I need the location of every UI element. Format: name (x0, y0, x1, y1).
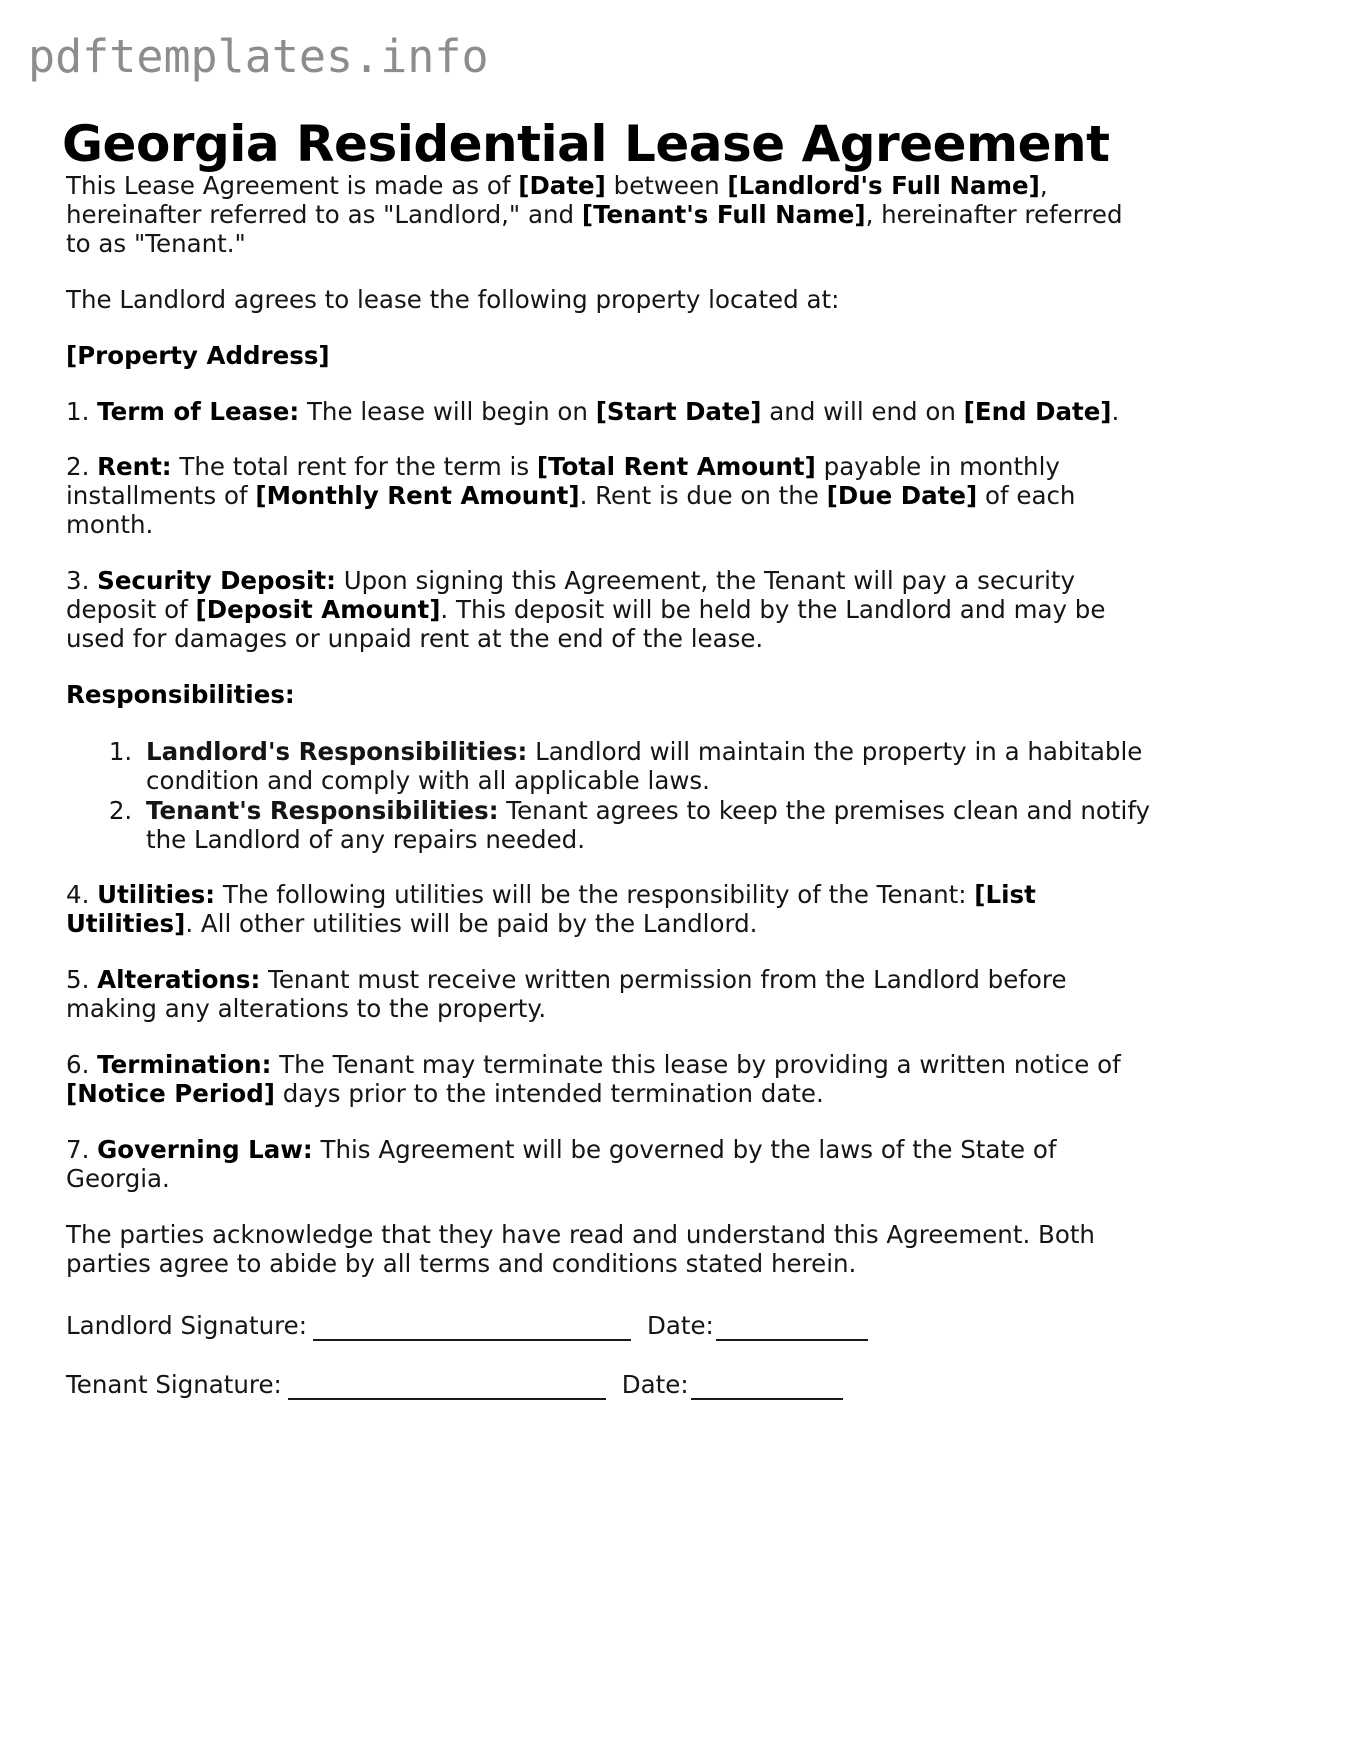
list-item (140, 737, 1151, 796)
clause1-text-1: The lease will begin on (299, 396, 596, 426)
clause1-text-2: and will end on (761, 396, 964, 426)
tenant-responsibilities-label: Tenant's Responsibilities: (146, 795, 499, 825)
tenant-name-placeholder: [Tenant's Full Name] (581, 199, 866, 229)
intro-text-4: , hereinafter referred to as "Tenant." (66, 199, 1123, 258)
clause4-label: Utilities: (97, 880, 216, 910)
clause-termination (66, 1051, 1151, 1109)
clause2-text-3: . Rent is due on the (579, 481, 827, 511)
clause2-text-4: of each month. (66, 481, 1076, 540)
tenant-date-label: Date: (621, 1370, 689, 1400)
site-watermark: pdftemplates.info (28, 30, 489, 83)
clause6-number: 6. (66, 1049, 98, 1079)
landlord-name-placeholder: [Landlord's Full Name] (727, 171, 1040, 200)
clause7-number: 7. (66, 1134, 98, 1164)
landlord-date-line[interactable] (716, 1319, 868, 1341)
intro-text-1: This Lease Agreement is made as of (66, 171, 519, 200)
tenant-date-line[interactable] (691, 1378, 843, 1400)
tenant-signature-row (66, 1371, 1151, 1400)
clause-security-deposit (66, 567, 1151, 654)
signature-block (66, 1312, 1151, 1400)
clause6-label: Termination: (97, 1049, 272, 1079)
landlord-signature-line[interactable] (313, 1319, 631, 1341)
clause-utilities (66, 881, 1151, 939)
date-placeholder: [Date] (518, 171, 606, 200)
clause7-text-1: This Agreement will be governed by the laws of the State of Georgia. (66, 1134, 1057, 1193)
clause-term-of-lease (66, 398, 1151, 427)
due-date-placeholder: [Due Date] (826, 481, 978, 511)
clause6-text-1: The Tenant may terminate this lease by providing a written notice of (271, 1049, 1121, 1079)
clause3-text-2: . This deposit will be held by the Landlord and may be used for damages or unpaid rent at the end of the lease. (66, 595, 1106, 653)
lease-lead-paragraph: The Landlord agrees to lease the following property located at: (66, 284, 840, 314)
clause4-text-1: The following utilities will be the responsibility of the Tenant: (215, 880, 975, 910)
tenant-signature-line[interactable] (288, 1378, 606, 1400)
list-utilities-placeholder: [List Utilities] (66, 880, 1036, 939)
clause5-text-1: Tenant must receive written permission from the Landlord before making any alterations to the property. (66, 965, 1067, 1024)
list-item (140, 796, 1151, 855)
deposit-amount-placeholder: [Deposit Amount] (195, 595, 441, 625)
clause3-text-1: Upon signing this Agreement, the Tenant will pay a security deposit of (66, 566, 1075, 625)
tenant-signature-label: Tenant Signature: (66, 1370, 282, 1400)
landlord-date-label: Date: (646, 1311, 714, 1341)
responsibilities-heading: Responsibilities: (66, 679, 295, 709)
intro-text-2: between (605, 171, 728, 200)
page-title: Georgia Residential Lease Agreement (62, 114, 1110, 173)
clause-governing-law (66, 1136, 1151, 1194)
clause6-text-2: days prior to the intended termination date. (274, 1078, 824, 1108)
clause1-number: 1. (66, 396, 98, 426)
property-address-placeholder: [Property Address] (66, 340, 330, 370)
clause5-label: Alterations: (97, 965, 261, 995)
clause5-number: 5. (66, 965, 98, 995)
clause1-label: Term of Lease: (97, 396, 300, 426)
clause2-label: Rent: (97, 452, 172, 482)
landlord-responsibilities-label: Landlord's Responsibilities: (146, 736, 528, 766)
end-date-placeholder: [End Date] (963, 396, 1112, 426)
clause3-label: Security Deposit: (97, 566, 336, 596)
monthly-rent-placeholder: [Monthly Rent Amount] (255, 481, 580, 511)
landlord-responsibilities-text: Landlord will maintain the property in a habitable condition and comply with all applicable laws. (146, 736, 1143, 796)
landlord-signature-row (66, 1312, 1151, 1341)
responsibilities-list (66, 737, 1151, 855)
clause2-text-1: The total rent for the term is (171, 452, 537, 482)
clause-alterations (66, 966, 1151, 1024)
document-body (66, 172, 1151, 1430)
clause2-number: 2. (66, 452, 98, 482)
intro-text-3: , hereinafter referred to as "Landlord," and (66, 171, 1048, 229)
clause3-number: 3. (66, 566, 98, 596)
landlord-signature-label: Landlord Signature: (66, 1311, 307, 1341)
clause2-text-2: payable in monthly installments of (66, 452, 1060, 511)
clause1-text-3: . (1111, 396, 1120, 426)
total-rent-placeholder: [Total Rent Amount] (536, 452, 816, 482)
acknowledgement-paragraph: The parties acknowledge that they have read and understand this Agreement. Both parties agree to abide by all terms and conditions stated herein. (66, 1219, 1095, 1278)
tenant-responsibilities-text: Tenant agrees to keep the premises clean and notify the Landlord of any repairs needed. (146, 795, 1151, 854)
start-date-placeholder: [Start Date] (595, 396, 762, 426)
clause4-number: 4. (66, 880, 98, 910)
intro-paragraph (66, 172, 1151, 259)
notice-period-placeholder: [Notice Period] (66, 1078, 275, 1108)
clause7-label: Governing Law: (97, 1134, 313, 1164)
clause-rent (66, 453, 1151, 540)
clause4-text-2: . All other utilities will be paid by the Landlord. (185, 909, 758, 939)
